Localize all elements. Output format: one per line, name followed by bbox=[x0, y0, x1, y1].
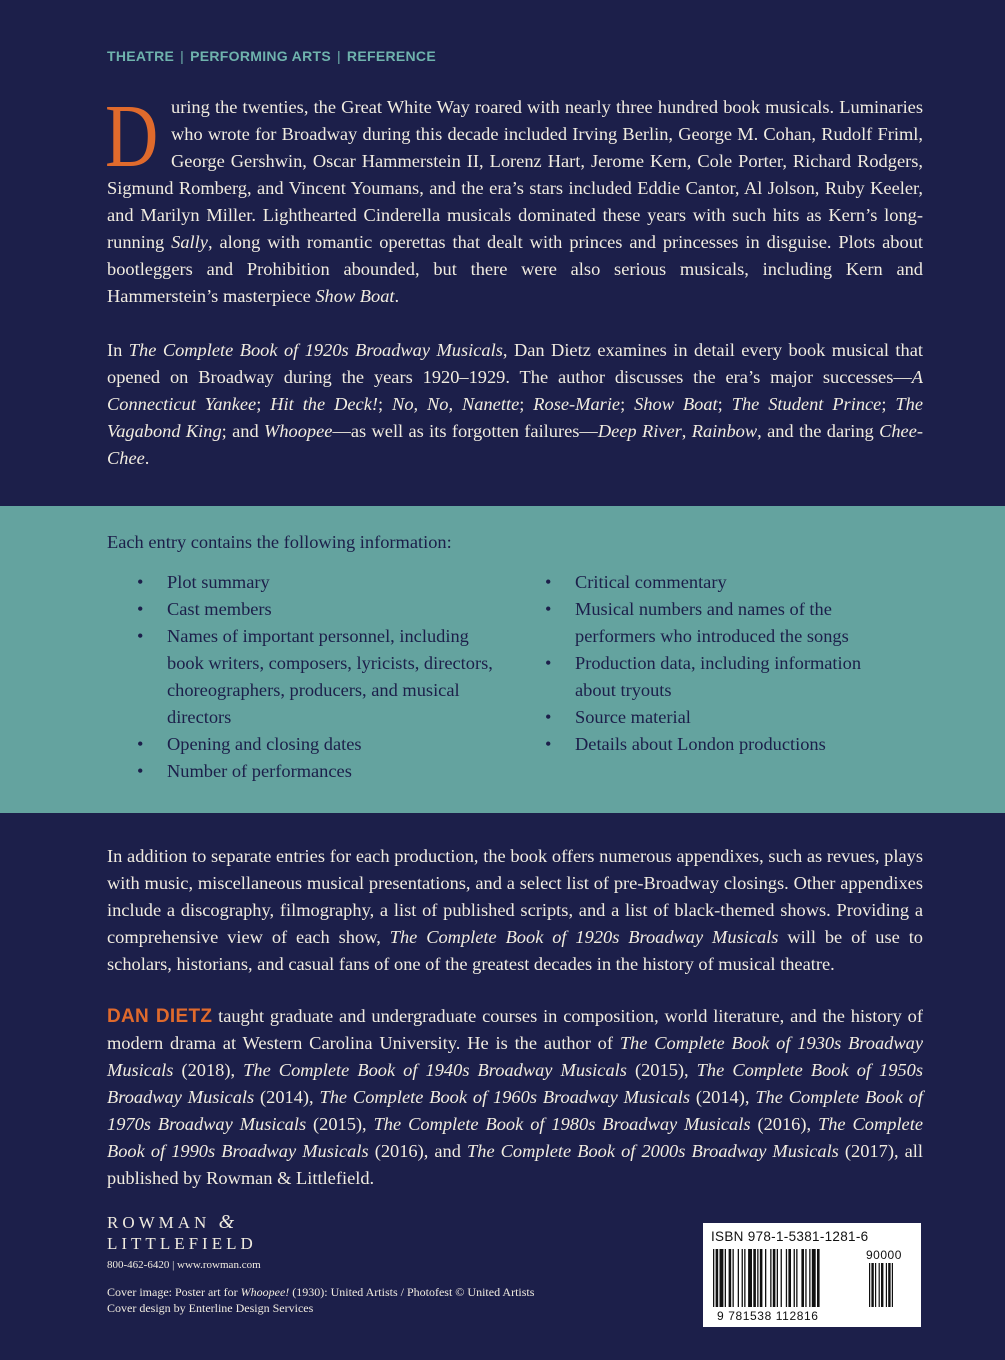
barcode-addon-bar bbox=[892, 1263, 893, 1307]
list-item: • Musical numbers and names of the performers who introduced the songs bbox=[545, 599, 849, 646]
list-item: • Plot summary bbox=[137, 572, 270, 592]
barcode-bar bbox=[729, 1249, 732, 1307]
barcode-bar bbox=[713, 1249, 714, 1307]
publisher-logo: ROWMAN & LITTLEFIELD bbox=[107, 1211, 257, 1253]
barcode-bar bbox=[738, 1249, 739, 1307]
barcode-bar bbox=[801, 1249, 804, 1307]
barcode-addon-bar bbox=[881, 1263, 883, 1307]
isbn-text: ISBN 978-1-5381-1281-6 bbox=[711, 1229, 869, 1244]
barcode-bar bbox=[805, 1249, 806, 1307]
barcode-bar bbox=[742, 1249, 743, 1307]
category-theatre: THEATRE bbox=[107, 48, 175, 64]
cover-credits bbox=[107, 1284, 534, 1316]
barcode-bar bbox=[777, 1249, 778, 1307]
barcode-addon-bar bbox=[871, 1263, 873, 1307]
list-item: • Production data, including information about tryouts bbox=[545, 653, 862, 700]
appendix-paragraph: In addition to separate entries for each production, the book offers numerous appendixes, such as revues, plays with music, miscellaneous musical presentations, and a select list of pre-Broadway closings. Other appendixes include a discography, filmography, a list of published scripts, and a list of black-themed shows. Providing a comprehensive view of each show, The Complete Book of 1920s Broadway Musicals will be of use to scholars, historians, and casual fans of one of the greatest decades in the history of musical theatre. bbox=[107, 846, 923, 974]
entry-info-panel bbox=[0, 506, 1005, 813]
category-performing-arts: PERFORMING ARTS bbox=[190, 48, 331, 64]
barcode-addon-bar bbox=[869, 1263, 870, 1307]
barcode-bar bbox=[748, 1249, 752, 1307]
description-paragraph: In The Complete Book of 1920s Broadway Musicals, Dan Dietz examines in detail every book musical that opened on Broadway during the years 1920–1929. The author discusses the era’s major successes—A Connecticut Yankee; Hit the Deck!; No, No, Nanette; Rose-Marie; Show Boat; The Student Prince; The Vagabond King; and Whoopee—as well as its forgotten failures—Deep River, Rainbow, and the daring Chee-Chee. bbox=[107, 340, 924, 468]
barcode-bar bbox=[744, 1249, 745, 1307]
barcode-addon-bar bbox=[888, 1263, 890, 1307]
barcode-addon-bar bbox=[886, 1263, 887, 1307]
intro-paragraph: During the twenties, the Great White Way roared with nearly three hundred book musicals. Luminaries who wrote for Broadway during this decade included Irving Berlin, George M. Cohan, Rudolf Friml, George Gershwin, Oscar Hammerstein II, Lorenz Hart, Jerome Kern, Cole Porter, Richard Rodgers, Sigmund Romberg, and Vincent Youmans, and the era’s stars included Eddie Cantor, Al Jolson, Ruby Keeler, and Marilyn Miller. Lighthearted Cinderella musicals dominated these years with such hits as Kern’s long-running Sally, along with romantic operettas that dealt with princes and princesses in disguise. Plots about bootleggers and Prohibition abounded, but there were also serious musicals, including Kern and Hammerstein’s masterpiece Show Boat. bbox=[105, 87, 924, 306]
price-addon: 90000 bbox=[866, 1248, 902, 1262]
ean-digits: 9 781538 112816 bbox=[717, 1309, 819, 1323]
barcode-bar bbox=[733, 1249, 734, 1307]
barcode-bars bbox=[713, 1249, 913, 1309]
entry-info-list-right bbox=[545, 569, 900, 758]
barcode-bar bbox=[794, 1249, 795, 1307]
category-line: THEATRE | PERFORMING ARTS | REFERENCE bbox=[107, 48, 436, 64]
author-name: DAN DIETZ bbox=[107, 1006, 213, 1027]
barcode-bar bbox=[786, 1249, 787, 1307]
list-item: • Critical commentary bbox=[545, 572, 727, 592]
barcode-bar bbox=[720, 1249, 724, 1307]
barcode-bar bbox=[725, 1249, 726, 1307]
barcode-bar bbox=[817, 1249, 820, 1307]
barcode-bar bbox=[788, 1249, 791, 1307]
barcode-bar bbox=[770, 1249, 771, 1307]
barcode-bar bbox=[781, 1249, 782, 1307]
publisher-contact: 800-462-6420 | www.rowman.com bbox=[107, 1259, 261, 1271]
barcode-bar bbox=[753, 1249, 756, 1307]
cover-design-credit: Cover design by Enterline Design Services bbox=[107, 1301, 314, 1315]
barcode-bar bbox=[773, 1249, 776, 1307]
list-item: • Number of performances bbox=[137, 761, 352, 781]
barcode-addon-bar bbox=[875, 1263, 876, 1307]
list-item: • Source material bbox=[545, 707, 691, 727]
cover-image-credit: Cover image: Poster art for Whoopee! (1930): United Artists / Photofest © United Artists bbox=[107, 1285, 535, 1299]
drop-cap: D bbox=[105, 87, 159, 186]
category-reference: REFERENCE bbox=[346, 48, 436, 64]
entry-info-list-left bbox=[137, 569, 502, 785]
barcode-bar bbox=[760, 1249, 763, 1307]
barcode-bar bbox=[757, 1249, 758, 1307]
author-bio: DAN DIETZ taught graduate and undergraduate courses in composition, world literature, and the history of modern drama at Western Carolina University. He is the author of The Complete Book of 1930s Broadway Musicals (2018), The Complete Book of 1940s Broadway Musicals (2015), The Complete Book of 1950s Broadway Musicals (2014), The Complete Book of 1960s Broadway Musicals (2014), The Complete Book of 1970s Broadway Musicals (2015), The Complete Book of 1980s Broadway Musicals (2016), The Complete Book of 1990s Broadway Musicals (2016), and The Complete Book of 2000s Broadway Musicals (2017), all published by Rowman & Littlefield. bbox=[107, 1006, 924, 1188]
list-item: • Cast members bbox=[137, 599, 272, 619]
list-item: • Names of important personnel, including book writers, composers, lyricists, directors, choreographers, producers, and musical directors bbox=[137, 626, 493, 727]
isbn-barcode bbox=[703, 1223, 921, 1327]
barcode-addon-bar bbox=[879, 1263, 880, 1307]
barcode-bar bbox=[809, 1249, 810, 1307]
barcode-bar bbox=[796, 1249, 797, 1307]
list-item: • Opening and closing dates bbox=[137, 734, 362, 754]
barcode-bar bbox=[812, 1249, 816, 1307]
barcode-bar bbox=[765, 1249, 766, 1307]
list-item: • Details about London productions bbox=[545, 734, 826, 754]
barcode-bar bbox=[716, 1249, 719, 1307]
entry-info-lead: Each entry contains the following information: bbox=[107, 532, 452, 552]
